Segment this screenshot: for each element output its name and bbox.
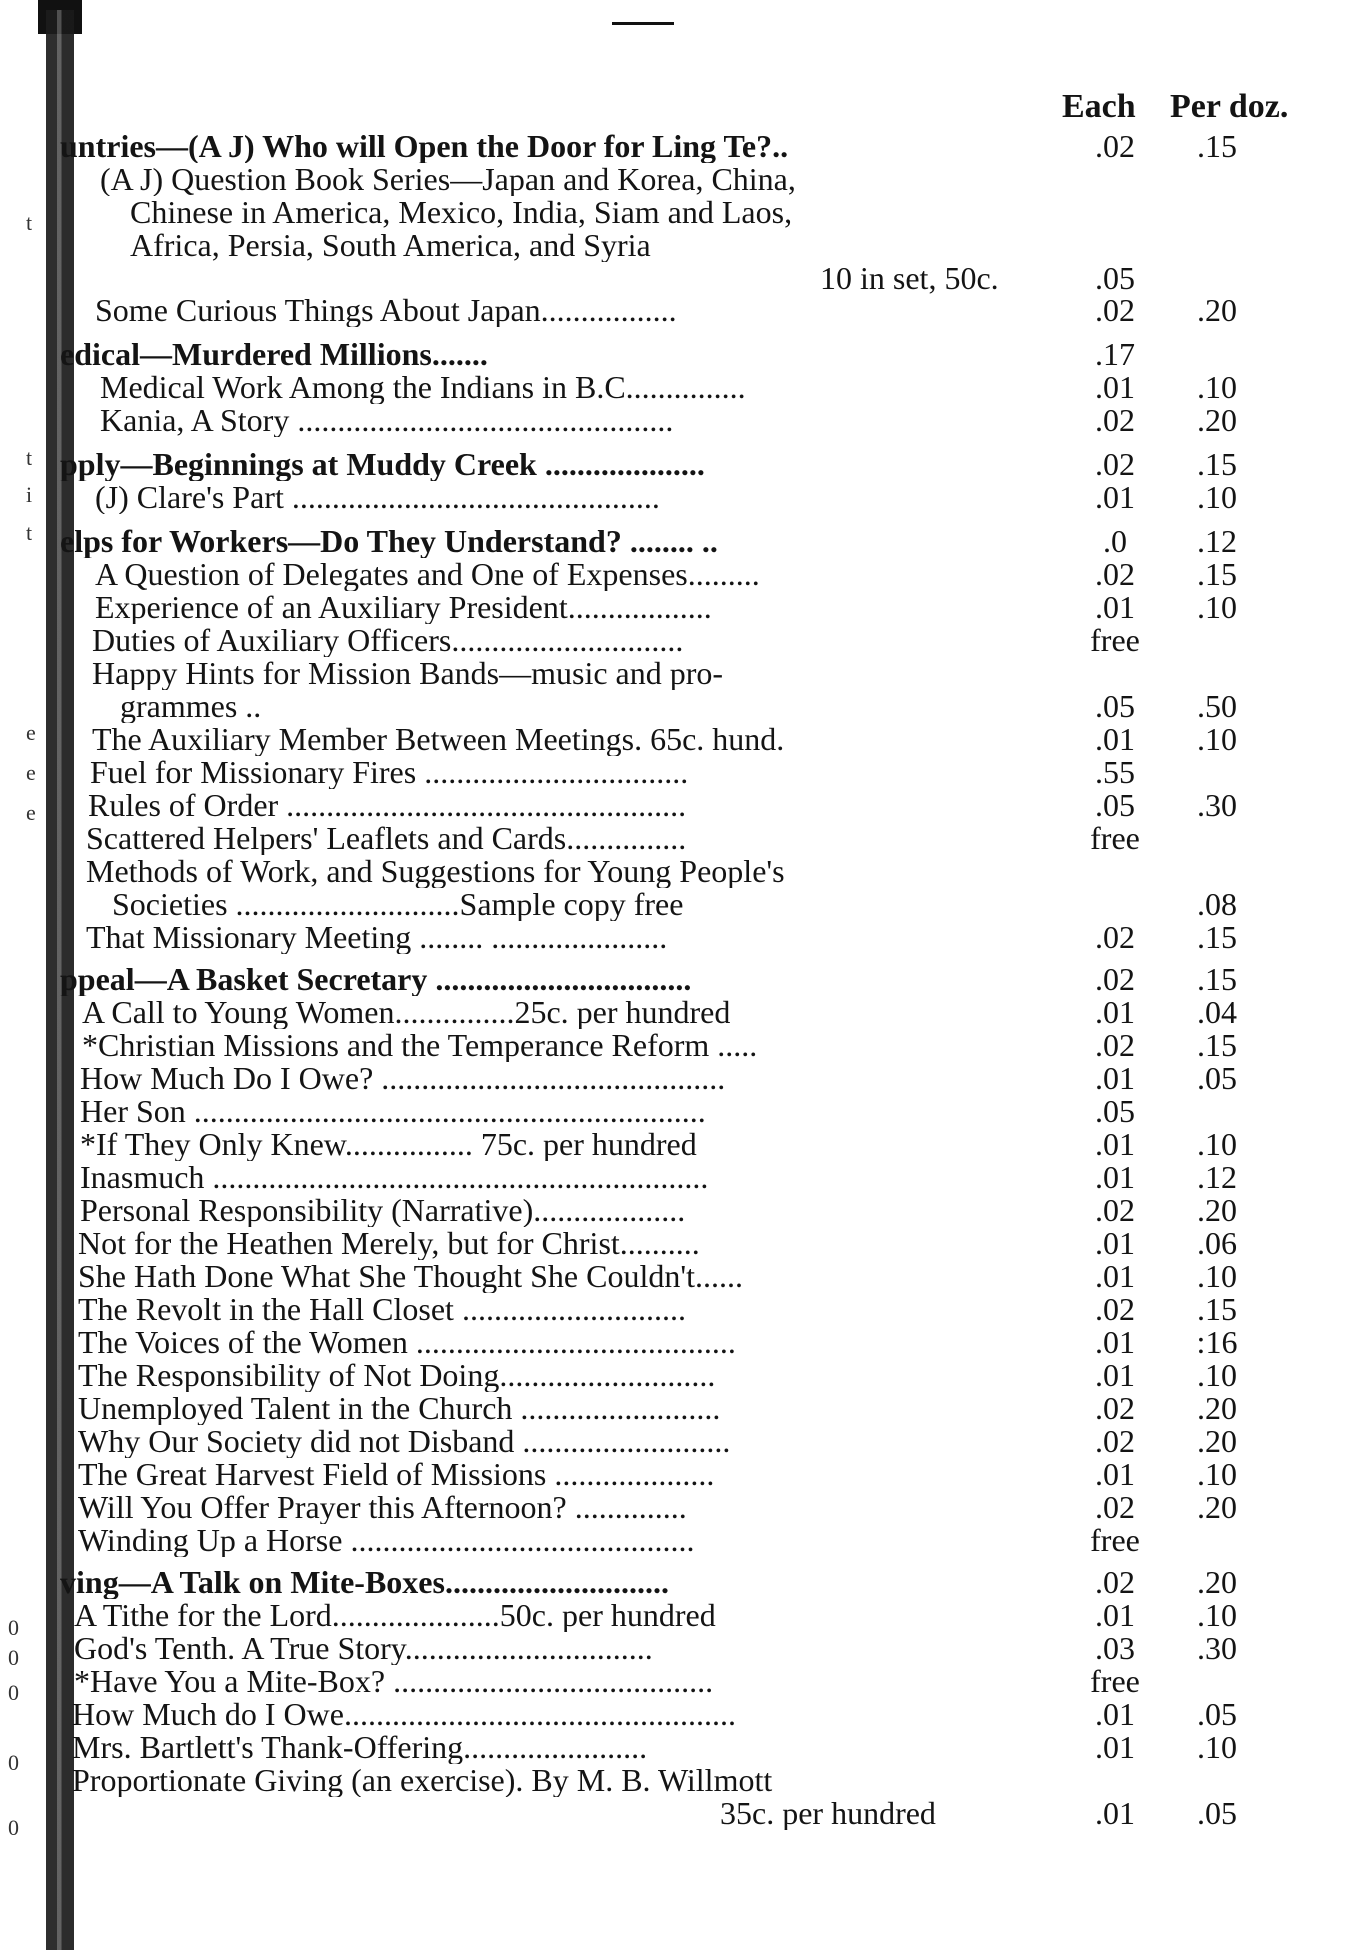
margin-mark: t bbox=[26, 445, 33, 470]
item-title: The Revolt in the Hall Closet ............................ bbox=[78, 1293, 686, 1326]
price-per-doz: .10 bbox=[1197, 721, 1237, 757]
top-rule bbox=[612, 22, 674, 25]
price-each: .01 bbox=[1095, 721, 1135, 757]
price-per-doz: .10 bbox=[1197, 1258, 1237, 1294]
list-item bbox=[0, 525, 1358, 558]
price-each: .05 bbox=[1095, 688, 1135, 724]
item-title: The Great Harvest Field of Missions .................... bbox=[78, 1458, 715, 1491]
price-each: free bbox=[1090, 1522, 1140, 1558]
margin-mark: e bbox=[26, 800, 36, 825]
item-title: Duties of Auxiliary Officers............................. bbox=[92, 624, 684, 657]
price-each: .02 bbox=[1095, 556, 1135, 592]
list-item bbox=[0, 481, 1358, 514]
price-each: .01 bbox=[1095, 1795, 1135, 1831]
price-per-doz: .15 bbox=[1197, 1291, 1237, 1327]
price-per-doz: .05 bbox=[1197, 1060, 1237, 1096]
price-each: .01 bbox=[1095, 1225, 1135, 1261]
price-each: .17 bbox=[1095, 336, 1135, 372]
price-each: .01 bbox=[1095, 589, 1135, 625]
item-title: A Call to Young Women...............25c. per hundred bbox=[82, 996, 731, 1029]
item-title: Unemployed Talent in the Church ......................... bbox=[78, 1392, 721, 1425]
price-each: .02 bbox=[1095, 1390, 1135, 1426]
list-item bbox=[0, 822, 1358, 855]
margin-mark: t bbox=[26, 210, 33, 235]
item-title: Mrs. Bartlett's Thank-Offering....................... bbox=[72, 1731, 648, 1764]
list-item bbox=[0, 558, 1358, 591]
price-each: .02 bbox=[1095, 1291, 1135, 1327]
item-title: A Question of Delegates and One of Expenses......... bbox=[95, 558, 760, 591]
list-item bbox=[0, 1524, 1358, 1557]
price-per-doz: .10 bbox=[1197, 1597, 1237, 1633]
list-item bbox=[0, 1293, 1358, 1326]
list-item bbox=[0, 371, 1358, 404]
item-title: Proportionate Giving (an exercise). By M. B. Willmott bbox=[72, 1764, 773, 1797]
price-each: .02 bbox=[1095, 919, 1135, 955]
list-item bbox=[0, 404, 1358, 437]
price-each: .02 bbox=[1095, 1423, 1135, 1459]
price-per-doz: .10 bbox=[1197, 1729, 1237, 1765]
item-title: untries—(A J) Who will Open the Door for Ling Te?.. bbox=[60, 130, 789, 163]
item-title: The Auxiliary Member Between Meetings. 65c. hund. bbox=[92, 723, 785, 756]
list-item bbox=[0, 1797, 1358, 1830]
list-item bbox=[0, 1062, 1358, 1095]
list-item bbox=[0, 624, 1358, 657]
price-per-doz: .50 bbox=[1197, 688, 1237, 724]
item-title: ppeal—A Basket Secretary ................................ bbox=[60, 963, 692, 996]
list-item bbox=[0, 1227, 1358, 1260]
margin-mark: e bbox=[26, 720, 36, 745]
price-each: free bbox=[1090, 820, 1140, 856]
price-each: .02 bbox=[1095, 128, 1135, 164]
price-each: .55 bbox=[1095, 754, 1135, 790]
price-per-doz: .10 bbox=[1197, 1126, 1237, 1162]
price-each: .02 bbox=[1095, 1192, 1135, 1228]
price-each: .02 bbox=[1095, 961, 1135, 997]
item-title: pply—Beginnings at Muddy Creek .................... bbox=[60, 448, 705, 481]
list-item bbox=[0, 338, 1358, 371]
price-per-doz: .15 bbox=[1197, 961, 1237, 997]
price-per-doz: .20 bbox=[1197, 1489, 1237, 1525]
item-title: edical—Murdered Millions....... bbox=[60, 338, 488, 371]
price-each: .01 bbox=[1095, 369, 1135, 405]
price-per-doz: .15 bbox=[1197, 128, 1237, 164]
margin-mark: 0 bbox=[8, 1645, 19, 1670]
price-per-doz: .15 bbox=[1197, 919, 1237, 955]
price-per-doz: .12 bbox=[1197, 523, 1237, 559]
list-item bbox=[0, 163, 1358, 196]
list-item bbox=[0, 1665, 1358, 1698]
item-title: Inasmuch .............................................................. bbox=[80, 1161, 709, 1194]
price-each: .05 bbox=[1095, 787, 1135, 823]
item-title: Africa, Persia, South America, and Syria bbox=[130, 229, 651, 262]
price-each: .01 bbox=[1095, 1597, 1135, 1633]
header-per-doz: Per doz. bbox=[1170, 88, 1289, 125]
price-each: .02 bbox=[1095, 292, 1135, 328]
list-item bbox=[0, 963, 1358, 996]
margin-mark: 0 bbox=[8, 1815, 19, 1840]
price-each: .01 bbox=[1095, 1060, 1135, 1096]
price-each: .05 bbox=[1095, 260, 1135, 296]
price-each: .02 bbox=[1095, 1564, 1135, 1600]
item-title: Personal Responsibility (Narrative)................... bbox=[80, 1194, 686, 1227]
item-title: *Christian Missions and the Temperance Reform ..... bbox=[82, 1029, 758, 1062]
list-item bbox=[0, 130, 1358, 163]
list-item bbox=[0, 1392, 1358, 1425]
item-title: She Hath Done What She Thought She Couldn't...... bbox=[78, 1260, 743, 1293]
list-item bbox=[0, 1161, 1358, 1194]
item-title: grammes .. bbox=[120, 690, 262, 723]
header-each: Each bbox=[1062, 88, 1136, 125]
price-each: .02 bbox=[1095, 1027, 1135, 1063]
item-title: A Tithe for the Lord.....................50c. per hundred bbox=[74, 1599, 716, 1632]
price-per-doz: .05 bbox=[1197, 1696, 1237, 1732]
price-per-doz: .10 bbox=[1197, 1357, 1237, 1393]
list-item bbox=[0, 1029, 1358, 1062]
price-each: .01 bbox=[1095, 994, 1135, 1030]
list-item bbox=[0, 657, 1358, 690]
price-each: .01 bbox=[1095, 1324, 1135, 1360]
price-per-doz: .20 bbox=[1197, 1564, 1237, 1600]
price-each: .01 bbox=[1095, 1258, 1135, 1294]
price-per-doz: .10 bbox=[1197, 589, 1237, 625]
price-per-doz: .20 bbox=[1197, 1390, 1237, 1426]
price-each: .01 bbox=[1095, 1159, 1135, 1195]
margin-mark: 0 bbox=[8, 1750, 19, 1775]
margin-mark: 0 bbox=[8, 1615, 19, 1640]
price-per-doz: .10 bbox=[1197, 1456, 1237, 1492]
list-item bbox=[0, 1566, 1358, 1599]
price-each: .01 bbox=[1095, 1357, 1135, 1393]
list-item bbox=[0, 1194, 1358, 1227]
price-per-doz: .12 bbox=[1197, 1159, 1237, 1195]
list-item bbox=[0, 1095, 1358, 1128]
price-each: .03 bbox=[1095, 1630, 1135, 1666]
price-per-doz: .15 bbox=[1197, 1027, 1237, 1063]
margin-mark: e bbox=[26, 760, 36, 785]
item-title: Kania, A Story ............................................... bbox=[100, 404, 674, 437]
list-item bbox=[0, 294, 1358, 327]
price-per-doz: .10 bbox=[1197, 369, 1237, 405]
price-per-doz: .06 bbox=[1197, 1225, 1237, 1261]
price-per-doz: .20 bbox=[1197, 292, 1237, 328]
item-title: ving—A Talk on Mite-Boxes............................ bbox=[60, 1566, 669, 1599]
list-item bbox=[0, 591, 1358, 624]
list-item bbox=[0, 229, 1358, 262]
price-per-doz: .20 bbox=[1197, 402, 1237, 438]
list-item bbox=[0, 1128, 1358, 1161]
list-item bbox=[0, 1425, 1358, 1458]
item-title: Why Our Society did not Disband .......................... bbox=[78, 1425, 731, 1458]
price-per-doz: .05 bbox=[1197, 1795, 1237, 1831]
list-item bbox=[0, 1326, 1358, 1359]
item-title: Rules of Order .................................................. bbox=[88, 789, 687, 822]
list-item bbox=[0, 996, 1358, 1029]
list-item bbox=[0, 262, 1358, 295]
item-title: (A J) Question Book Series—Japan and Korea, China, bbox=[100, 163, 796, 196]
item-title: Scattered Helpers' Leaflets and Cards............... bbox=[86, 822, 687, 855]
list-item bbox=[0, 789, 1358, 822]
price-each: .01 bbox=[1095, 1126, 1135, 1162]
list-item bbox=[0, 448, 1358, 481]
margin-mark: 0 bbox=[8, 1680, 19, 1705]
item-title: That Missionary Meeting ........ ...................... bbox=[86, 921, 668, 954]
price-per-doz: .30 bbox=[1197, 1630, 1237, 1666]
item-title: Methods of Work, and Suggestions for Young People's bbox=[86, 855, 785, 888]
price-per-doz: .15 bbox=[1197, 556, 1237, 592]
price-each: .05 bbox=[1095, 1093, 1135, 1129]
item-title: Fuel for Missionary Fires ................................. bbox=[90, 756, 689, 789]
item-title: Medical Work Among the Indians in B.C............... bbox=[100, 371, 746, 404]
list-item bbox=[0, 1698, 1358, 1731]
price-per-doz: .30 bbox=[1197, 787, 1237, 823]
item-title: Some Curious Things About Japan................. bbox=[95, 294, 677, 327]
list-item bbox=[0, 921, 1358, 954]
item-title: God's Tenth. A True Story............................... bbox=[74, 1632, 653, 1665]
list-item bbox=[0, 1458, 1358, 1491]
list-item bbox=[0, 1491, 1358, 1524]
list-item bbox=[0, 1260, 1358, 1293]
list-item bbox=[0, 690, 1358, 723]
list-item bbox=[0, 1764, 1358, 1797]
price-each: .01 bbox=[1095, 1729, 1135, 1765]
list-item bbox=[0, 1731, 1358, 1764]
price-per-doz: :16 bbox=[1196, 1324, 1238, 1360]
list-item bbox=[0, 723, 1358, 756]
item-title: (J) Clare's Part .............................................. bbox=[95, 481, 660, 514]
price-each: free bbox=[1090, 1663, 1140, 1699]
price-each: .02 bbox=[1095, 1489, 1135, 1525]
margin-mark: i bbox=[26, 482, 33, 507]
price-per-doz: .20 bbox=[1197, 1423, 1237, 1459]
item-title: 35c. per hundred bbox=[720, 1797, 936, 1830]
price-each: .02 bbox=[1095, 446, 1135, 482]
item-title: *Have You a Mite-Box? ........................................ bbox=[74, 1665, 714, 1698]
list-item bbox=[0, 1359, 1358, 1392]
item-title: Societies ............................Sample copy free bbox=[112, 888, 684, 921]
price-each: free bbox=[1090, 622, 1140, 658]
item-title: *If They Only Knew................ 75c. per hundred bbox=[80, 1128, 697, 1161]
margin-mark: t bbox=[26, 520, 33, 545]
list-item bbox=[0, 756, 1358, 789]
item-title: Chinese in America, Mexico, India, Siam and Laos, bbox=[130, 196, 793, 229]
price-per-doz: .20 bbox=[1197, 1192, 1237, 1228]
item-title: elps for Workers—Do They Understand? ........ .. bbox=[60, 525, 718, 558]
item-title: Winding Up a Horse ........................................... bbox=[78, 1524, 695, 1557]
price-per-doz: .04 bbox=[1197, 994, 1237, 1030]
list-item bbox=[0, 1599, 1358, 1632]
item-title: How Much Do I Owe? ........................................... bbox=[80, 1062, 726, 1095]
item-title: The Voices of the Women ........................................ bbox=[78, 1326, 736, 1359]
price-each: .01 bbox=[1095, 479, 1135, 515]
item-title: Will You Offer Prayer this Afternoon? .............. bbox=[78, 1491, 687, 1524]
price-each: .0 bbox=[1103, 523, 1127, 559]
price-each: .01 bbox=[1095, 1696, 1135, 1732]
list-item bbox=[0, 196, 1358, 229]
price-each: .01 bbox=[1095, 1456, 1135, 1492]
list-item bbox=[0, 855, 1358, 888]
item-title: Not for the Heathen Merely, but for Christ.......... bbox=[78, 1227, 700, 1260]
price-per-doz: .08 bbox=[1197, 886, 1237, 922]
list-item bbox=[0, 888, 1358, 921]
item-title: Happy Hints for Mission Bands—music and pro- bbox=[92, 657, 724, 690]
item-title: How Much do I Owe................................................. bbox=[72, 1698, 736, 1731]
price-per-doz: .10 bbox=[1197, 479, 1237, 515]
item-title: The Responsibility of Not Doing........................... bbox=[78, 1359, 716, 1392]
price-per-doz: .15 bbox=[1197, 446, 1237, 482]
item-title: 10 in set, 50c. bbox=[820, 262, 999, 295]
list-item bbox=[0, 1632, 1358, 1665]
item-title: Her Son ................................................................ bbox=[80, 1095, 706, 1128]
item-title: Experience of an Auxiliary President.................. bbox=[95, 591, 712, 624]
price-each: .02 bbox=[1095, 402, 1135, 438]
